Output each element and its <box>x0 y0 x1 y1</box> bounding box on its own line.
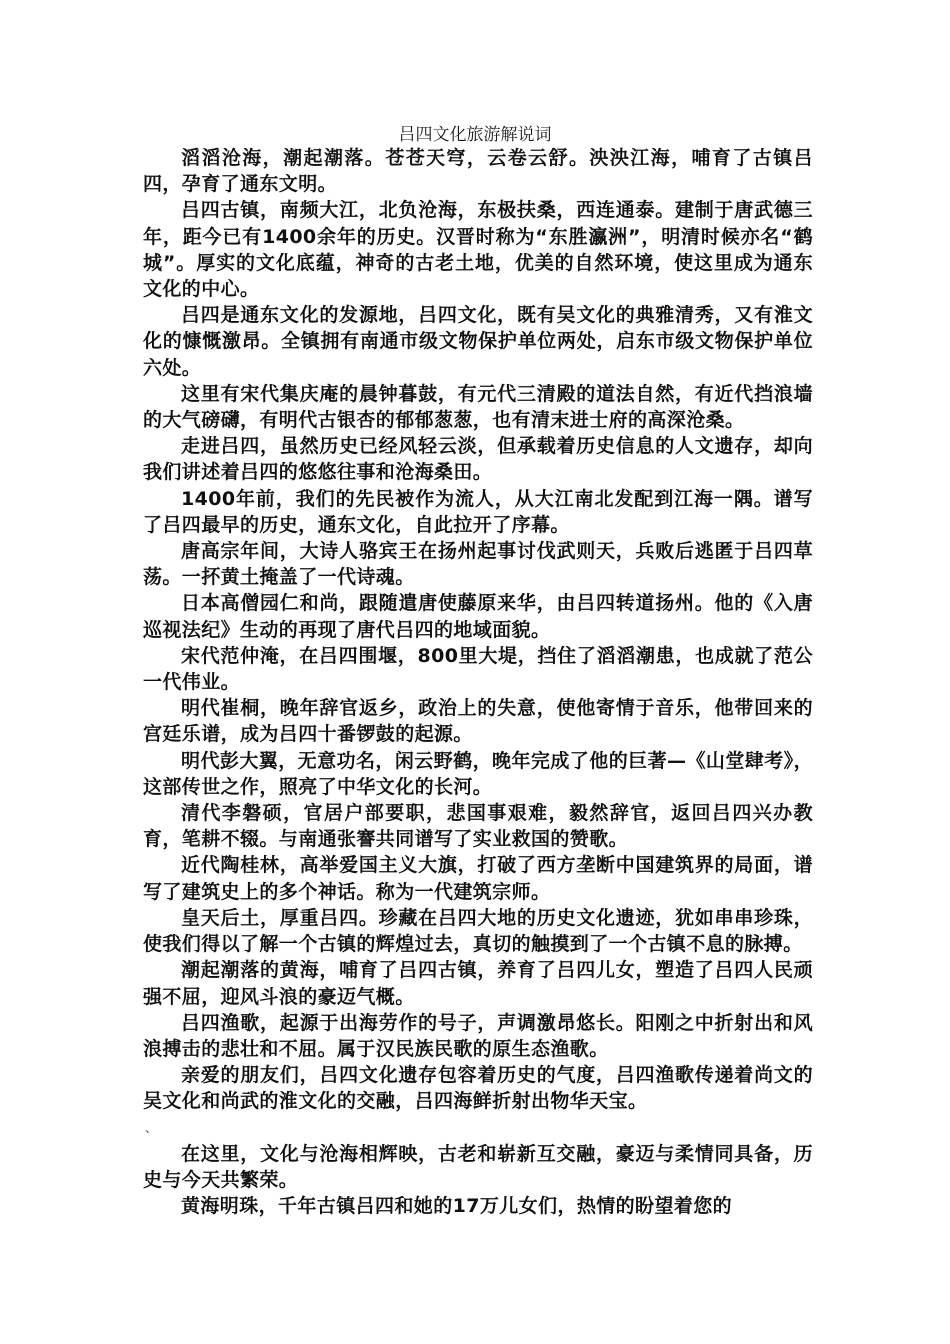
paragraph: 1400年前，我们的先民被作为流人，从大江南北发配到江海一隅。谱写了吕四最早的历史，通东文化，自此拉开了序幕。 <box>143 487 813 536</box>
paragraph: 皇天后土，厚重吕四。珍藏在吕四大地的历史文化遗迹，犹如串串珍珠，使我们得以了解一个古镇的辉煌过去，真切的触摸到了一个古镇不息的脉搏。 <box>143 906 813 956</box>
paragraph: 吕四是通东文化的发源地，吕四文化，既有吴文化的典雅清秀，又有淮文化的慷慨激昂。全镇拥有南通市级文物保护单位两处，启东市级文物保护单位六处。 <box>143 304 813 379</box>
paragraph: 唐高宗年间，大诗人骆宾王在扬州起事讨伐武则天，兵败后逃匿于吕四草荡。一抔黄土掩盖了一代诗魂。 <box>143 540 813 589</box>
paragraph: 吕四古镇，南频大江，北负沧海，东极扶桑，西连通泰。建制于唐武德三年，距今已有1400余年的历史。汉晋时称为“东胜瀛洲”，明清时候亦名“鹤城”。厚实的文化底蕴，神奇的古老土地，优美的自然环境，使这里成为通东文化的中心。 <box>143 199 813 301</box>
document-body <box>143 145 813 1219</box>
paragraph: 近代陶桂林，高举爱国主义大旗，打破了西方垄断中国建筑界的局面，谱写了建筑史上的多个神话。称为一代建筑宗师。 <box>143 854 813 903</box>
paragraph: 吕四渔歌，起源于出海劳作的号子，声调激昂悠长。阳刚之中折射出和风浪搏击的悲壮和不屈。属于汉民族民歌的原生态渔歌。 <box>143 1011 813 1060</box>
paragraph: 亲爱的朋友们，吕四文化遗存包容着历史的气度，吕四渔歌传递着尚文的吴文化和尚武的淮文化的交融，吕四海鲜折射出物华天宝。 <box>143 1064 813 1113</box>
document-title: 吕四文化旅游解说词 <box>398 125 552 145</box>
paragraph: 黄海明珠，千年古镇吕四和她的17万儿女们，热情的盼望着您的 <box>181 1194 733 1217</box>
paragraph: 宋代范仲淹，在吕四围堰，800里大堤，挡住了滔滔潮患，也成就了范公一代伟业。 <box>143 644 813 694</box>
paragraph: 明代彭大翼，无意功名，闲云野鹤，晚年完成了他的巨著—《山堂肆考》，这部传世之作，照亮了中华文化的长河。 <box>143 749 813 798</box>
paragraph: 明代崔桐，晚年辞官返乡，政治上的失意，使他寄情于音乐，他带回来的宫廷乐谱，成为吕四十番锣鼓的起源。 <box>143 697 813 746</box>
stray-mark: 、 <box>145 1120 158 1135</box>
paragraph: 在这里，文化与沧海相辉映，古老和崭新互交融，豪迈与柔情同具备，历史与今天共繁荣。 <box>143 1142 813 1191</box>
paragraph: 日本高僧园仁和尚，跟随遣唐使藤原来华，由吕四转道扬州。他的《入唐巡视法纪》生动的再现了唐代吕四的地域面貌。 <box>143 592 813 641</box>
paragraph: 清代李磐硕，官居户部要职，悲国事艰难，毅然辞官，返回吕四兴办教育，笔耕不辍。与南通张謇共同谱写了实业救国的赞歌。 <box>143 802 813 851</box>
paragraph: 滔滔沧海，潮起潮落。苍苍天穹，云卷云舒。泱泱江海，哺育了古镇吕四，孕育了通东文明。 <box>143 147 813 196</box>
paragraph: 走进吕四，虽然历史已经风轻云淡，但承载着历史信息的人文遗存，却向我们讲述着吕四的悠悠往事和沧海桑田。 <box>143 435 813 484</box>
paragraph: 潮起潮落的黄海，哺育了吕四古镇，养育了吕四儿女，塑造了吕四人民顽强不屈，迎风斗浪的豪迈气概。 <box>143 959 813 1008</box>
paragraph: 这里有宋代集庆庵的晨钟暮鼓，有元代三清殿的道法自然，有近代挡浪墙的大气磅礴，有明代古银杏的郁郁葱葱，也有清末进士府的高深沧桑。 <box>143 382 813 432</box>
